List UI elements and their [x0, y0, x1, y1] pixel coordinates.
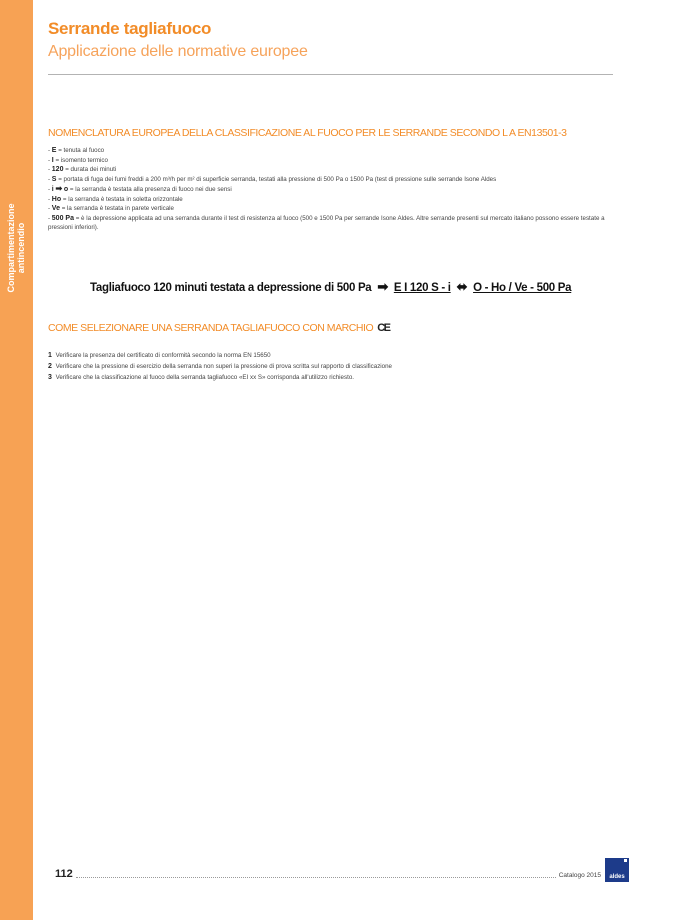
list-item: - 120 = durata dei minuti [48, 166, 117, 173]
step-text: Verificare che la classificazione al fuoco della serranda tagliafuoco «EI xx S» corrisponda all'utilizzo richiesto. [55, 374, 354, 381]
page-subtitle: Applicazione delle normative europee [48, 43, 308, 60]
page-number: 112 [55, 868, 73, 880]
list-item: - I = isomento termico [48, 156, 108, 164]
classification-part-1: E I 120 S - i [393, 282, 451, 294]
code-desc: = la serranda è testata in soletta orizzontale [62, 195, 183, 203]
list-item: - Ho = la serranda è testata in soletta orizzontale [48, 195, 183, 203]
list-item [48, 361, 392, 372]
code-desc: = tenuta al fuoco [58, 147, 105, 154]
list-item: - S = portata di fuga dei fumi freddi a 200 m³/h per m² di superficie serranda, testati alla pressione di 500 Pa o 1500 Pa (test di pressione sulle serrande Isone Aldes [48, 175, 497, 183]
step-text: Verificare che la pressione di esercizio della serranda non superi la pressione di prova scritta sul rapporto di classificazione [55, 363, 393, 370]
code-label: i [51, 186, 54, 193]
list-item: - Ve = la serranda è testata in parete verticale [48, 205, 175, 212]
header-divider [48, 74, 613, 75]
code-desc: = portata di fuga dei fumi freddi a 200 m³/h per m² di superficie serranda, testati alla pressione di 500 Pa o 1500 Pa (test di pressione sulle serrande Isone Aldes [58, 175, 497, 183]
arrow-right-icon: ➡ [377, 279, 388, 294]
list-item: - 500 Pa = è la depressione applicata ad una serranda durante il test di resistenza al fuoco (500 e 1500 Pa per serrande Isone Aldes. Altre serrande presenti sul mercato italiano possono essere testate a pressioni inferiori). [48, 214, 605, 231]
code-label: I [51, 156, 54, 164]
sidebar-band [0, 0, 33, 920]
list-item: - i ➡ o = la serranda è testata alla presenza di fuoco nei due sensi [48, 184, 232, 193]
code-label: E [51, 147, 57, 154]
step-number: 3 [48, 374, 52, 381]
code-desc: = è la depressione applicata ad una serranda durante il test di resistenza al fuoco (500 e 1500 Pa per serrande Isone Aldes. Altre serrande presenti sul mercato italiano possono essere testate a pressioni inferiori). [48, 214, 605, 231]
code-desc: = durata dei minuti [65, 166, 117, 173]
brand-name: aldes [609, 874, 625, 880]
classification-part-2: O - Ho / Ve - 500 Pa [473, 282, 572, 294]
code-desc: = isomento termico [55, 156, 108, 164]
selection-heading [48, 322, 390, 334]
code-label: Ve [51, 205, 60, 212]
classification-example [90, 279, 571, 295]
step-number: 1 [48, 352, 52, 359]
ce-mark-icon: CE [377, 322, 390, 334]
code-label: S [51, 175, 57, 183]
selection-steps [48, 350, 392, 383]
code-desc: = la serranda è testata in parete verticale [61, 205, 175, 212]
aldes-logo-icon [605, 858, 629, 882]
code-label: Ho [51, 195, 62, 203]
list-item: - E = tenuta al fuoco [48, 147, 105, 154]
code-label-2: o [63, 186, 69, 193]
sidebar-label-line1: Compartimentazione [6, 203, 16, 293]
dotted-leader [76, 877, 556, 878]
step-text: Verificare la presenza del certificato di conformità secondo la norma EN 15650 [55, 352, 271, 359]
selection-heading-text: COME SELEZIONARE UNA SERRANDA TAGLIAFUOCO CON MARCHIO [48, 322, 374, 334]
code-desc: = la serranda è testata alla presenza di fuoco nei due sensi [69, 186, 232, 193]
step-number: 2 [48, 363, 52, 370]
page-footer [55, 866, 629, 880]
arrow-bidirectional-icon: ⬌ [456, 279, 468, 294]
code-label: 500 Pa [51, 214, 74, 222]
sidebar-label-line2: antincendio [16, 222, 26, 274]
example-text: Tagliafuoco 120 minuti testata a depressione di 500 Pa [90, 282, 372, 294]
list-item [48, 372, 392, 383]
catalog-label: Catalogo 2015 [558, 872, 601, 879]
nomenclature-heading: NOMENCLATURA EUROPEA DELLA CLASSIFICAZIONE AL FUOCO PER LE SERRANDE SECONDO L A EN13501-3 [48, 127, 567, 139]
code-label: 120 [51, 166, 64, 173]
page-title: Serrande tagliafuoco [48, 19, 212, 38]
arrow-right-icon: ➡ [55, 184, 63, 193]
logo-mark [624, 859, 627, 862]
sidebar-label [6, 203, 26, 292]
list-item [48, 350, 392, 361]
nomenclature-list [48, 146, 618, 233]
